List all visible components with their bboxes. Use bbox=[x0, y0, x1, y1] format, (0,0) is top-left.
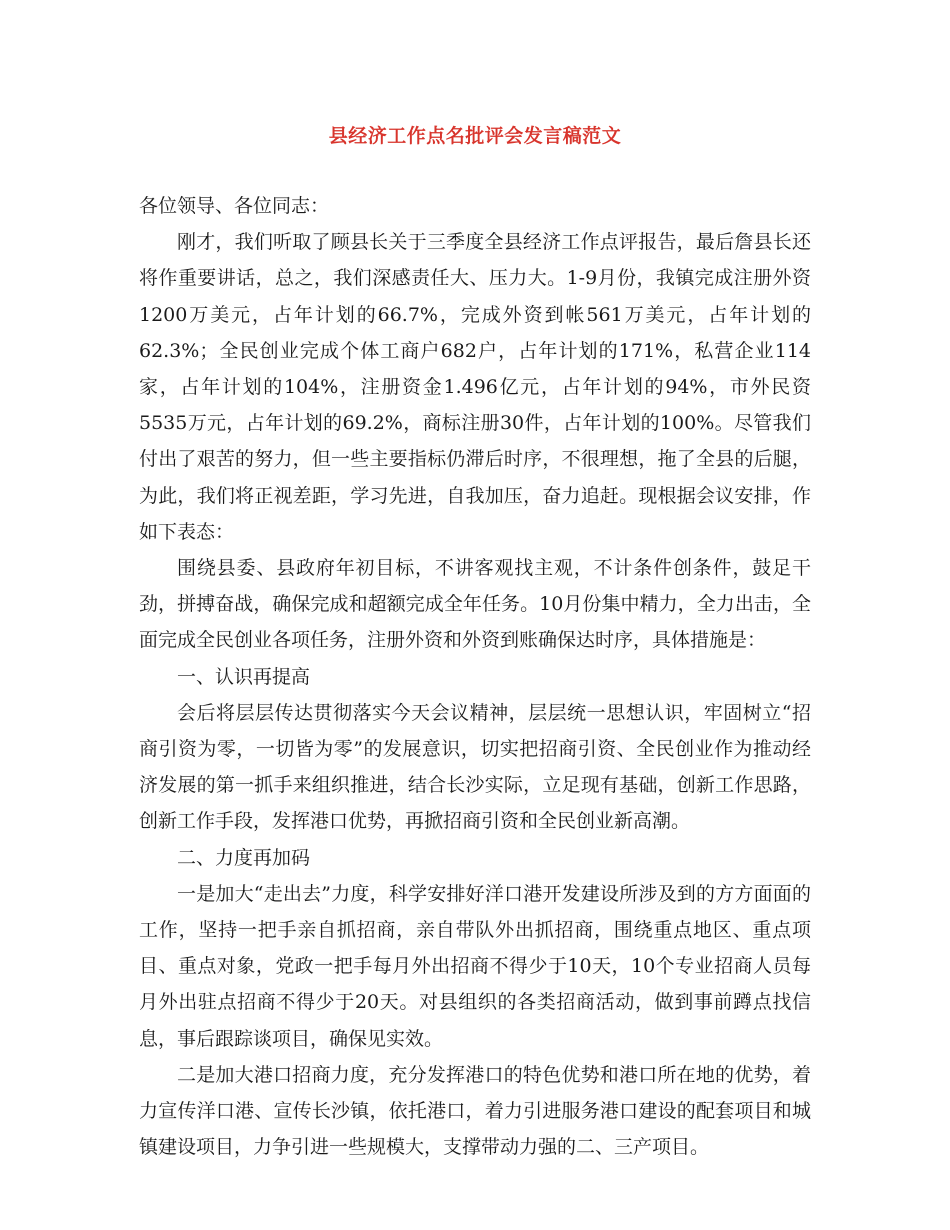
section-2-paragraph-2: 二是加大港口招商力度，充分发挥港口的特色优势和港口所在地的优势，着力宣传洋口港、宣传长沙镇，依托港口，着力引进服务港口建设的配套项目和城镇建设项目，力争引进一些规模大，支撑带动力强的二、三产项目。 bbox=[139, 1063, 811, 1159]
document-title: 县经济工作点名批评会发言稿范文 bbox=[328, 125, 622, 147]
section-2-paragraph-1: 一是加大“走出去”力度，科学安排好洋口港开发建设所涉及到的方方面面的工作，坚持一把手亲自抓招商，亲自带队外出抓招商，围绕重点地区、重点项目、重点对象，党政一把手每月外出招商不得少于10天，10个专业招商人员每月外出驻点招商不得少于20天。对县组织的各类招商活动，做到事前蹲点找信息，事后跟踪谈项目，确保见实效。 bbox=[139, 882, 811, 1050]
section-1-paragraph: 会后将层层传达贯彻落实今天会议精神，层层统一思想认识，牢固树立“招商引资为零，一切皆为零”的发展意识，切实把招商引资、全民创业作为推动经济发展的第一抓手来组织推进，结合长沙实际，立足现有基础，创新工作思路，创新工作手段，发挥港口优势，再掀招商引资和全民创业新高潮。 bbox=[139, 701, 811, 833]
section-heading-1: 一、认识再提高 bbox=[177, 665, 311, 688]
document-body bbox=[139, 188, 811, 1165]
opening-paragraph: 刚才，我们听取了顾县长关于三季度全县经济工作点评报告，最后詹县长还将作重要讲话，总之，我们深感责任大、压力大。1-9月份，我镇完成注册外资1200万美元，占年计划的66.7%，完成外资到帐561万美元，占年计划的62.3%；全民创业完成个体工商户682户，占年计划的171%，私营企业114家，占年计划的104%，注册资金1.496亿元，占年计划的94%，市外民资5535万元，占年计划的69.2%，商标注册30件，占年计划的100%。尽管我们付出了艰苦的努力，但一些主要指标仍滞后时序，不很理想，拖了全县的后腿，为此，我们将正视差距，学习先进，自我加压，奋力追赶。现根据会议安排，作如下表态： bbox=[139, 231, 811, 543]
goal-paragraph: 围绕县委、县政府年初目标，不讲客观找主观，不计条件创条件，鼓足干劲，拼搏奋战，确保完成和超额完成全年任务。10月份集中精力，全力出击，全面完成全民创业各项任务，注册外资和外资到账确保达时序，具体措施是： bbox=[139, 557, 811, 652]
section-heading-2: 二、力度再加码 bbox=[177, 846, 311, 869]
salutation-paragraph: 各位领导、各位同志： bbox=[139, 195, 330, 217]
